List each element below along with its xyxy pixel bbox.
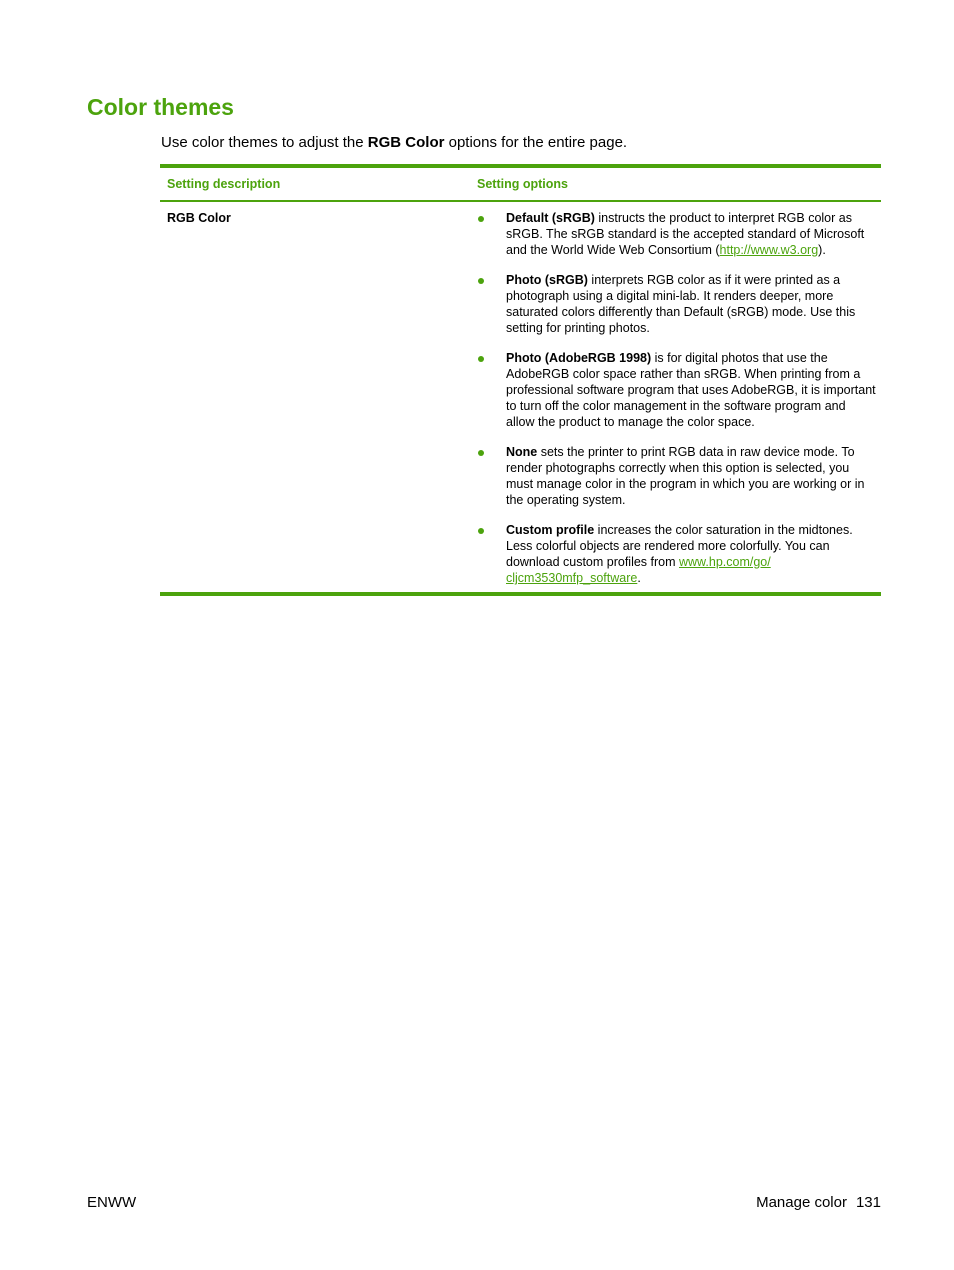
option-photo-adobergb (477, 350, 877, 430)
option-text: interprets RGB color as if it were printed as a photograph using a digital mini-lab. It renders deeper, more saturated colors differently than Default (sRGB) mode. Use this setting for printing photos. (506, 273, 856, 335)
settings-table (160, 164, 881, 596)
option-title: Default (sRGB) (506, 211, 595, 225)
options-list (477, 210, 877, 586)
intro-text-before: Use color themes to adjust the (161, 134, 368, 151)
option-title: Custom profile (506, 523, 595, 537)
option-text: increases the color saturation in the midtones. Less colorful objects are rendered more colorfully. You can download custom profiles from (506, 523, 853, 569)
option-text: is for digital photos that use the AdobeRGB color space rather than sRGB. When printing from a professional software program that uses AdobeRGB, it is important to turn off the color management in the software program and allow the product to manage the color space. (506, 351, 876, 429)
option-text: instructs the product to interpret RGB color as sRGB. The sRGB standard is the accepted standard of Microsoft and the World Wide Web Consortium ( (506, 211, 865, 257)
option-none (477, 444, 877, 508)
bullet-icon (478, 278, 484, 284)
page-number: 131 (855, 1194, 881, 1211)
option-text-after: ). (818, 243, 826, 257)
intro-paragraph (161, 133, 627, 152)
bullet-icon (478, 528, 484, 534)
options-cell (477, 210, 877, 586)
hp-software-link-part1[interactable]: www.hp.com/go/ (679, 555, 771, 569)
header-setting-options: Setting options (477, 177, 568, 191)
footer-right (756, 1193, 881, 1212)
table-header (160, 168, 881, 202)
bullet-icon (478, 216, 484, 222)
hp-software-link-part2[interactable]: cljcm3530mfp_software (506, 571, 638, 585)
bullet-icon (478, 356, 484, 362)
header-setting-description: Setting description (167, 177, 281, 191)
option-title: None (506, 445, 538, 459)
table-row (160, 202, 881, 592)
footer-enww: ENWW (87, 1194, 137, 1211)
footer-section-title: Manage color (756, 1194, 847, 1211)
option-photo-srgb (477, 272, 877, 336)
option-default-srgb (477, 210, 877, 258)
option-text-after: . (637, 571, 641, 585)
w3-link[interactable]: http://www.w3.org (719, 243, 819, 257)
option-text: sets the printer to print RGB data in raw device mode. To render photographs correctly when this option is selected, you must manage color in the program in which you are working or in the operating system. (506, 445, 865, 507)
intro-text-bold: RGB Color (367, 134, 445, 151)
option-title: Photo (AdobeRGB 1998) (506, 351, 652, 365)
page-title: Color themes (87, 94, 234, 120)
bullet-icon (478, 450, 484, 456)
intro-text-after: options for the entire page. (444, 134, 628, 151)
option-custom-profile (477, 522, 877, 586)
option-title: Photo (sRGB) (506, 273, 588, 287)
row-label-rgb-color: RGB Color (167, 211, 231, 225)
